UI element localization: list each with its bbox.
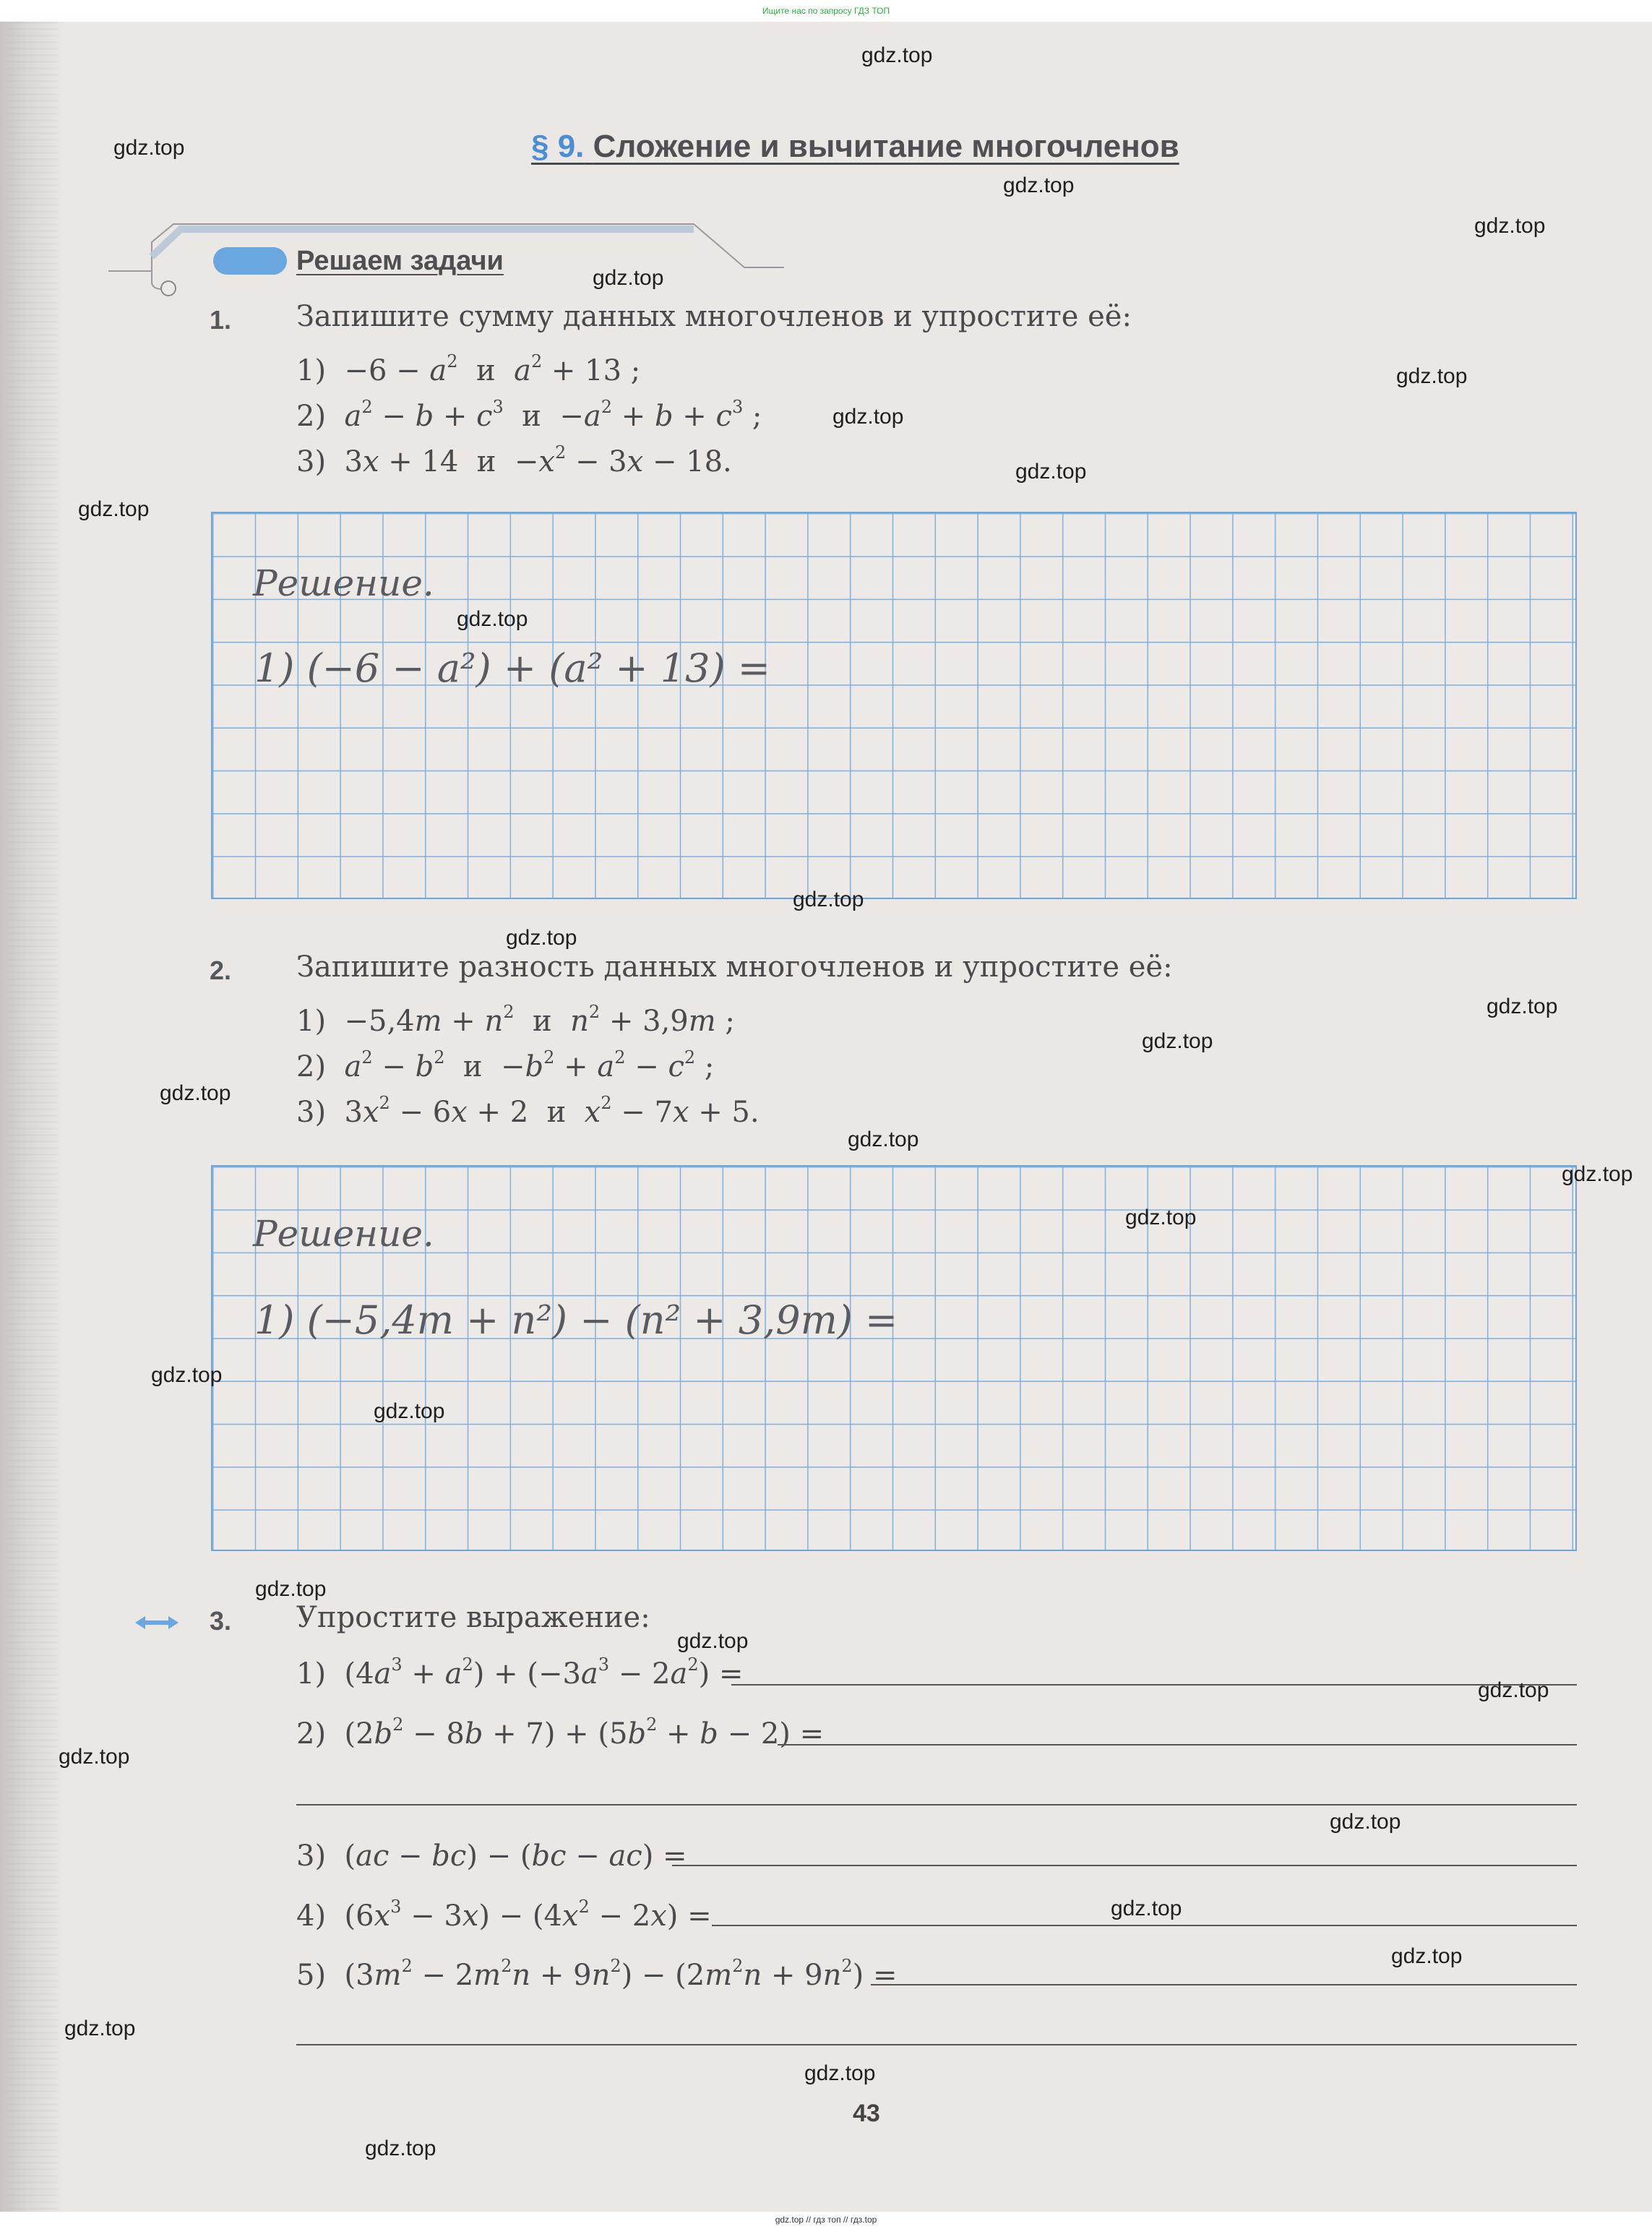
watermark: gdz.top <box>1125 1206 1197 1229</box>
task-3-item-5: 5) $(3m^2 - 2m^2n + 9n^2) - (2m^2n + 9n^2)$ = <box>296 1956 898 1992</box>
watermark: gdz.top <box>506 926 577 950</box>
search-banner[interactable]: Ищите нас по запросу ГДЗ ТОП <box>762 6 890 16</box>
watermark: gdz.top <box>1396 364 1468 388</box>
watermark: gdz.top <box>1562 1162 1633 1186</box>
watermark: gdz.top <box>833 405 904 429</box>
subheading: Решаем задачи <box>296 246 504 276</box>
watermark: gdz.top <box>64 2017 136 2040</box>
task-2-solution-start: 1) (−5,4m + n²) − (n² + 3,9m) = <box>254 1297 898 1343</box>
watermark: gdz.top <box>1478 1678 1549 1702</box>
task-1-item-3: 3) 3x + 14 $и -x^2 - 3x - 18$. <box>296 442 732 478</box>
section-heading: Сложение и вычитание многочленов <box>593 129 1179 164</box>
watermark: gdz.top <box>677 1629 749 1653</box>
task-3-answer-line-2b[interactable] <box>296 1804 1577 1806</box>
task-3-answer-line-5[interactable] <box>871 1984 1577 1985</box>
watermark: gdz.top <box>374 1399 445 1423</box>
task-3-item-2: 2) $(2b^2 - 8b + 7) + (5b^2 + b - 2)$ = <box>296 1714 825 1751</box>
task-3-answer-line-3[interactable] <box>672 1865 1577 1866</box>
task-3-item-4: 4) $(6x^3 - 3x) - (4x^2 - 2x)$ = <box>296 1897 712 1933</box>
section-title <box>531 129 1179 165</box>
section-number: § 9. <box>531 129 585 164</box>
task-1-prompt: Запишите сумму данных многочленов и упростите её: <box>296 300 1132 333</box>
task-2-item-1: $1) -5,4m + n^2$ и $n^2 + 3,9m$ ; <box>296 1002 735 1038</box>
task-2-prompt: Запишите разность данных многочленов и упростите её: <box>296 950 1173 984</box>
watermark: gdz.top <box>1003 173 1075 197</box>
task-1-solution-label: Решение. <box>253 562 434 604</box>
watermark: gdz.top <box>1487 995 1558 1018</box>
page-texture <box>7 22 58 2212</box>
watermark: gdz.top <box>593 266 664 290</box>
watermark: gdz.top <box>151 1363 223 1387</box>
watermark: gdz.top <box>1142 1029 1213 1053</box>
watermark: gdz.top <box>365 2137 436 2160</box>
watermark: gdz.top <box>160 1081 231 1105</box>
watermark: gdz.top <box>848 1128 919 1151</box>
watermark: gdz.top <box>1015 460 1087 484</box>
task-3-item-1: 1) $(4a^3 + a^2) + (-3a^3 - 2a^2)$ = <box>296 1654 744 1691</box>
task-1-item-1: $1) -6 - a^2$ и $a^2 + 13$ ; <box>296 351 641 387</box>
task-3-number: 3. <box>210 1606 232 1636</box>
task-3-answer-line-5b[interactable] <box>296 2044 1577 2045</box>
watermark: gdz.top <box>861 43 933 67</box>
task-2-number: 2. <box>210 956 232 985</box>
task-2-item-3: 3) $3x^2 - 6x + 2$ и $x^2 - 7x + 5$. <box>296 1093 760 1129</box>
double-arrow-icon <box>134 1615 180 1631</box>
task-3-answer-line-1[interactable] <box>731 1684 1577 1686</box>
watermark: gdz.top <box>1330 1810 1401 1834</box>
watermark: gdz.top <box>1391 1944 1463 1968</box>
watermark: gdz.top <box>793 888 864 911</box>
watermark: gdz.top <box>78 497 150 521</box>
watermark: gdz.top <box>1111 1897 1182 1920</box>
watermark: gdz.top <box>59 1745 130 1769</box>
task-3-answer-line-4[interactable] <box>712 1925 1577 1926</box>
watermark: gdz.top <box>113 136 185 160</box>
footer-links[interactable]: gdz.top // гдз топ // гдз.top <box>775 2215 877 2225</box>
watermark: gdz.top <box>1474 214 1546 238</box>
task-3-answer-line-2[interactable] <box>778 1744 1577 1746</box>
watermark: gdz.top <box>804 2061 876 2085</box>
task-1-number: 1. <box>210 305 232 335</box>
task-1-item-2: 2) $a^2 - b + c^3$ $и -a^2 + b + c^3$ ; <box>296 397 762 433</box>
task-1-solution-start: 1) (−6 − a²) + (a² + 13) = <box>254 645 770 691</box>
page-number: 43 <box>853 2100 880 2127</box>
watermark: gdz.top <box>255 1577 327 1601</box>
task-2-solution-label: Решение. <box>253 1213 434 1255</box>
task-2-item-2: 2) $a^2 - b^2$ $и -b^2 + a^2 - c^2$ ; <box>296 1047 715 1083</box>
page-background <box>0 22 1652 2212</box>
watermark: gdz.top <box>457 607 528 631</box>
task-3-prompt: Упростите выражение: <box>296 1601 650 1634</box>
task-3-item-3: 3) (ac − bc) − (bc − ac) = <box>296 1839 687 1873</box>
